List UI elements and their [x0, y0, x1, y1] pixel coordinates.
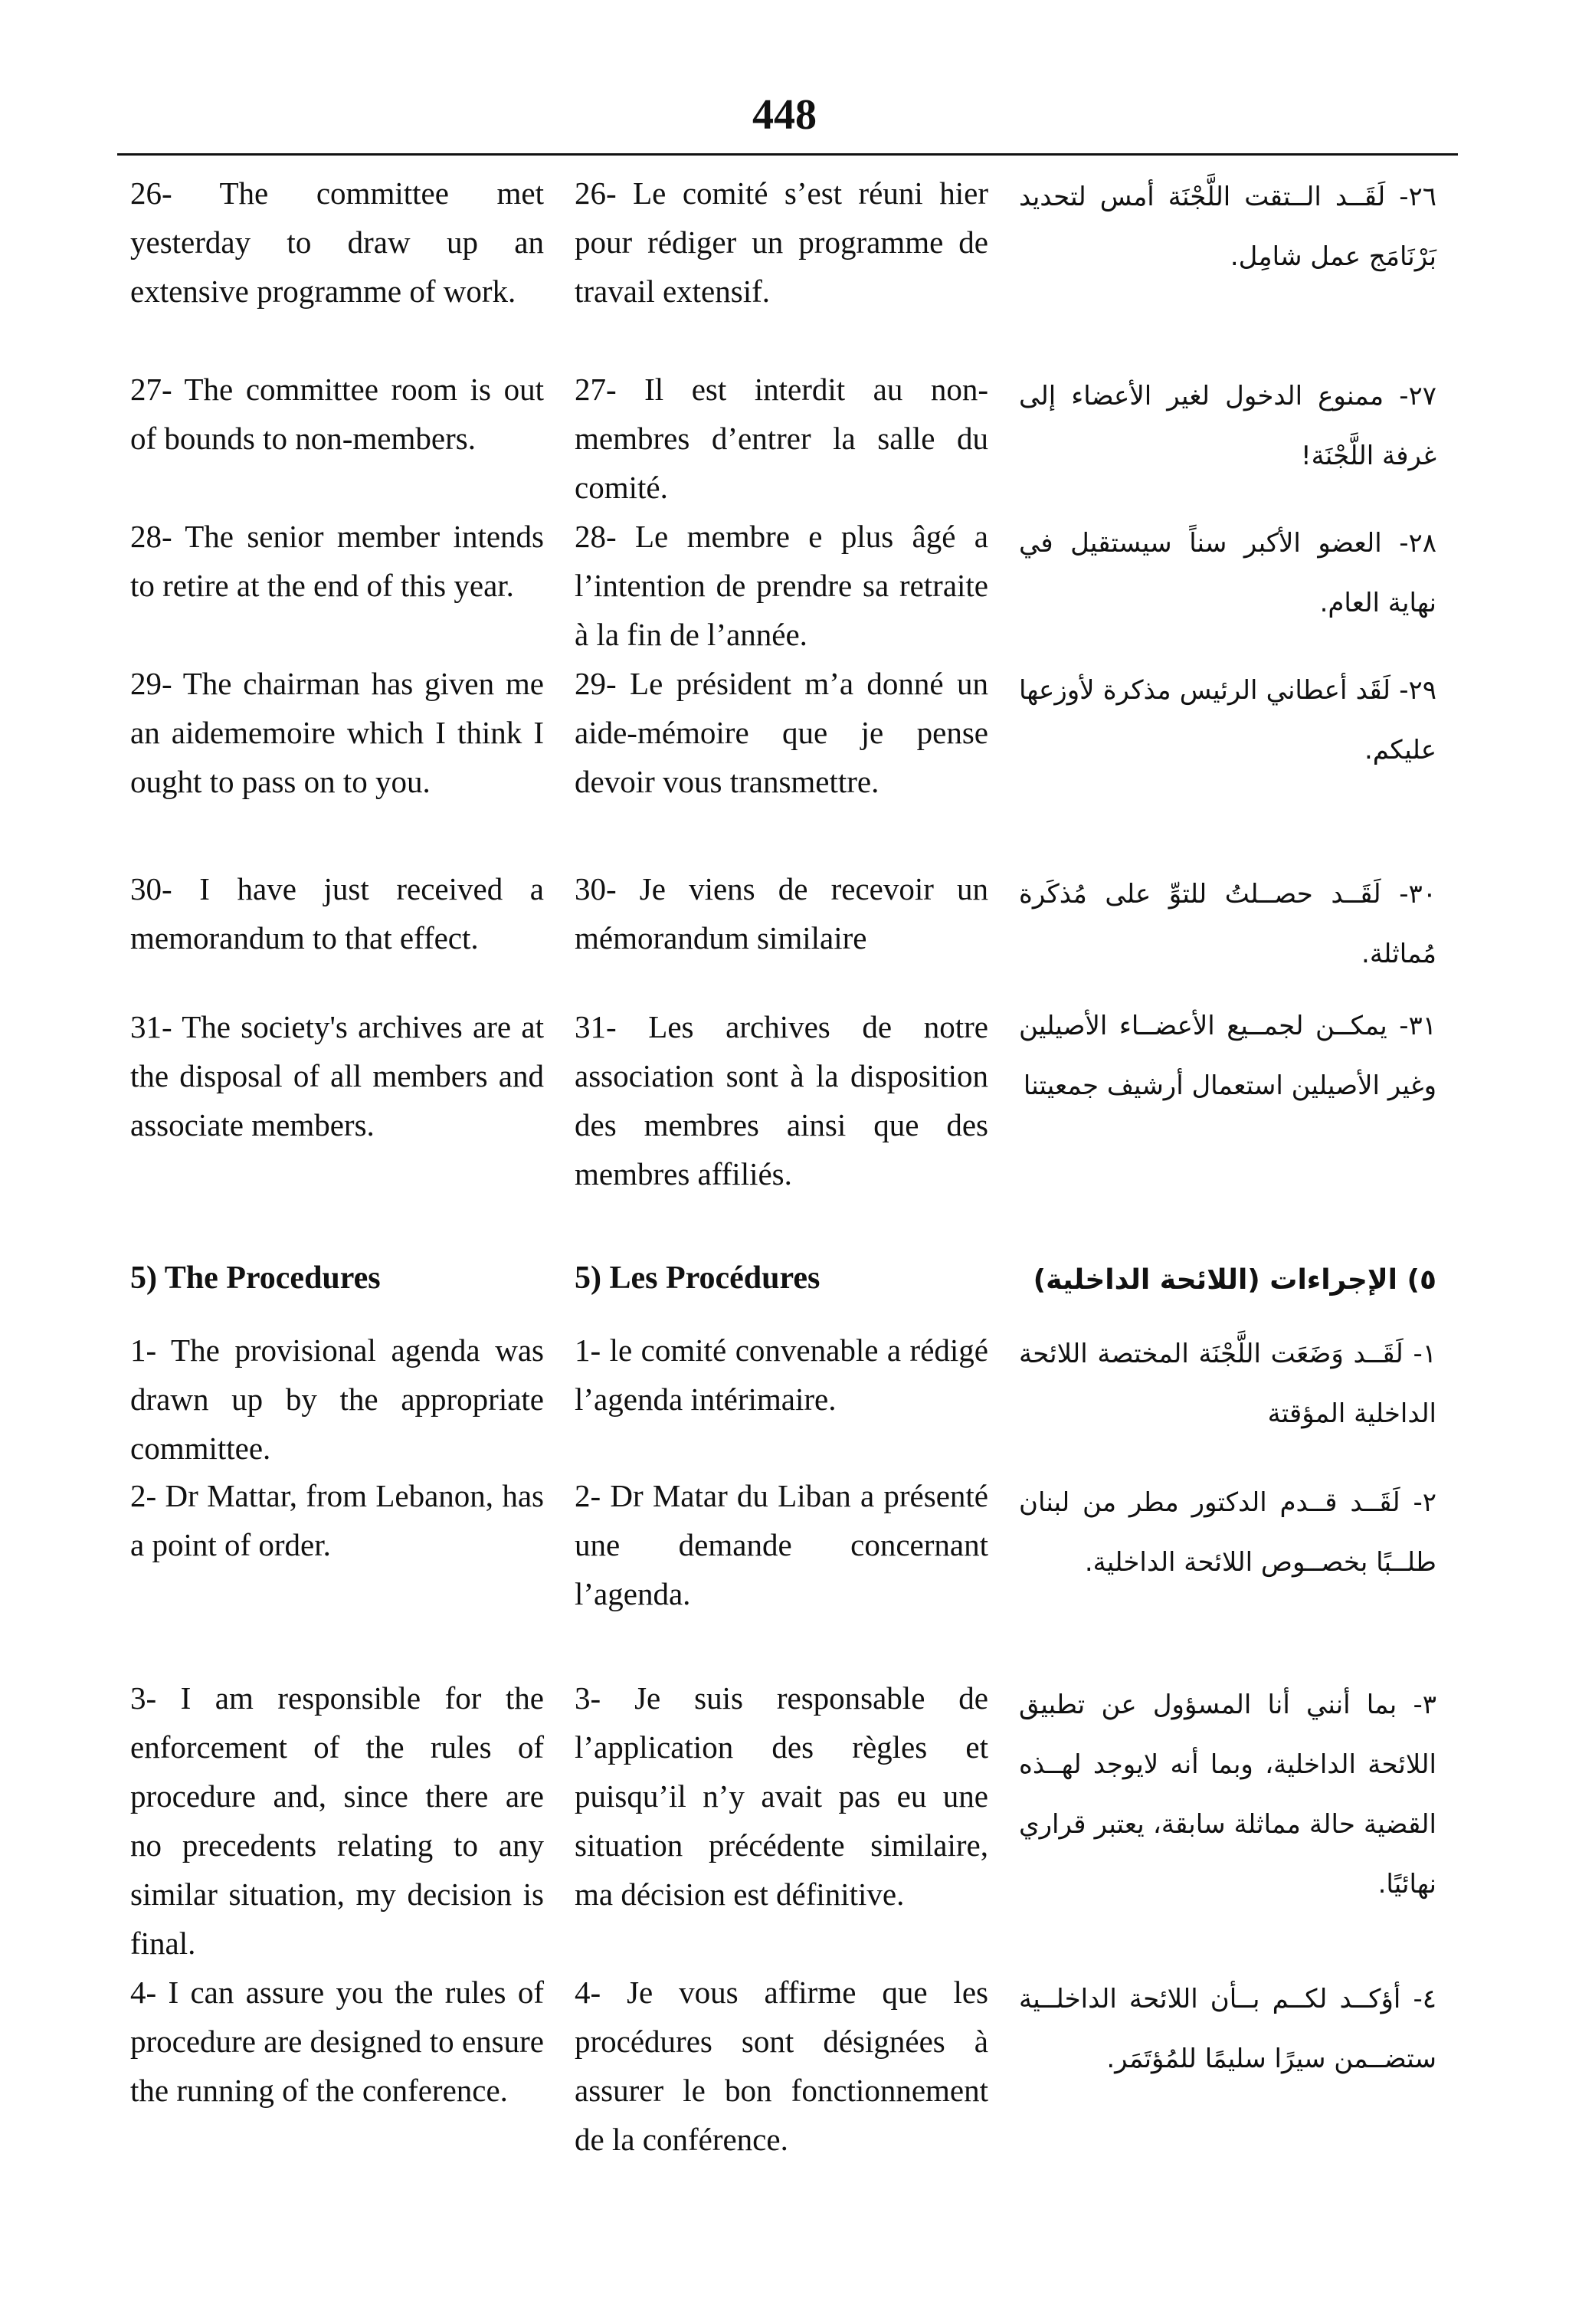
section-heading-english: 5) The Procedures — [130, 1260, 381, 1296]
procedure-3-french: 3- Je suis responsable de l’application des règles et puisqu’il n’y avait pas eu une situation précédente similaire, ma décision est définitive. — [575, 1680, 988, 1912]
procedure-4-arabic: ٤- أؤكــد لكــم بــأن اللائحة الداخلــية ستضــمن سيرًا سليمًا للمُؤتَمَر. — [1019, 1984, 1436, 2074]
header-rule — [117, 153, 1458, 156]
procedure-4-english: 4- I can assure you the rules of procedure are designed to ensure the running of the conference. — [130, 1975, 544, 2108]
procedure-2-english: 2- Dr Mattar, from Lebanon, has a point of order. — [130, 1478, 544, 1562]
entry-31-french: 31- Les archives de notre association sont à la disposition des membres ainsi que des membres affiliés. — [575, 1009, 988, 1192]
entry-27-english: 27- The committee room is out of bounds to non-members. — [130, 372, 544, 456]
section-heading-french: 5) Les Procédures — [575, 1260, 821, 1296]
section-heading-arabic: ٥) الإجراءات (اللائحة الداخلية) — [1033, 1264, 1436, 1296]
entry-27-french: 27- Il est interdit au non-membres d’entrer la salle du comité. — [575, 372, 988, 505]
entry-30-french: 30- Je viens de recevoir un mémorandum similaire — [575, 871, 988, 955]
entry-31-arabic: ٣١- يمكــن لجمــيع الأعضــاء الأصيلين وغير الأصيلين استعمال أرشيف جمعيتنا — [1019, 1011, 1436, 1101]
entry-30-arabic: ٣٠- لَقَــد حصــلتُ للتوِّ على مُذكَرة مُماثلة. — [1019, 879, 1436, 969]
entry-27-arabic: ٢٧- ممنوع الدخول لغير الأعضاء إلى غرفة اللَّجْنَة! — [1019, 381, 1436, 471]
entry-26-arabic: ٢٦- لَقَــد الــتقت اللَّجْنَة أمس لتحديد بَرْنَامَج عمل شامِل. — [1019, 182, 1436, 272]
procedure-2-arabic: ٢- لَقَــد قــدم الدكتور مطر من لبنان طلــبًا بخصــوص اللائحة الداخلية. — [1019, 1487, 1436, 1578]
procedure-3-arabic: ٣- بما أنني أنا المسؤول عن تطبيق اللائحة الداخلية، وبما أنه لايوجد لهــذه القضية حالة مماثلة سابقة، يعتبر قراري نهائيًا. — [1019, 1690, 1436, 1900]
procedure-1-arabic: ١- لَقَــد وَضَعَت اللَّجْنَة المختصة اللائحة الداخلية المؤقتة — [1019, 1339, 1436, 1429]
entry-30-english: 30- I have just received a memorandum to that effect. — [130, 871, 544, 955]
entry-31-english: 31- The society's archives are at the disposal of all members and associate members. — [130, 1009, 544, 1142]
procedure-1-english: 1- The provisional agenda was drawn up by the appropriate committee. — [130, 1332, 544, 1466]
procedure-2-french: 2- Dr Matar du Liban a présenté une demande concernant l’agenda. — [575, 1478, 988, 1611]
entry-28-english: 28- The senior member intends to retire at the end of this year. — [130, 519, 544, 603]
entry-28-french: 28- Le membre e plus âgé a l’intention de prendre sa retraite à la fin de l’année. — [575, 519, 988, 652]
entry-26-french: 26- Le comité s’est réuni hier pour rédiger un programme de travail extensif. — [575, 175, 988, 309]
entry-29-arabic: ٢٩- لَقَد أعطاني الرئيس مذكرة لأوزعها عليكم. — [1019, 675, 1436, 765]
entry-28-arabic: ٢٨- العضو الأكبر سناً سيستقيل في نهاية العام. — [1019, 528, 1436, 618]
entry-29-english: 29- The chairman has given me an aidememoire which I think I ought to pass on to you. — [130, 666, 544, 799]
entry-29-french: 29- Le président m’a donné un aide-mémoire que je pense devoir vous transmettre. — [575, 666, 988, 799]
page-number: 448 — [752, 91, 817, 139]
entry-26-english: 26- The committee met yesterday to draw up an extensive programme of work. — [130, 175, 544, 309]
procedure-4-french: 4- Je vous affirme que les procédures sont désignées à assurer le bon fonctionnement de la conférence. — [575, 1975, 988, 2157]
procedure-1-french: 1- le comité convenable a rédigé l’agenda intérimaire. — [575, 1332, 988, 1417]
procedure-3-english: 3- I am responsible for the enforcement of the rules of procedure and, since there are no precedents relating to any similar situation, my decision is final. — [130, 1680, 544, 1961]
